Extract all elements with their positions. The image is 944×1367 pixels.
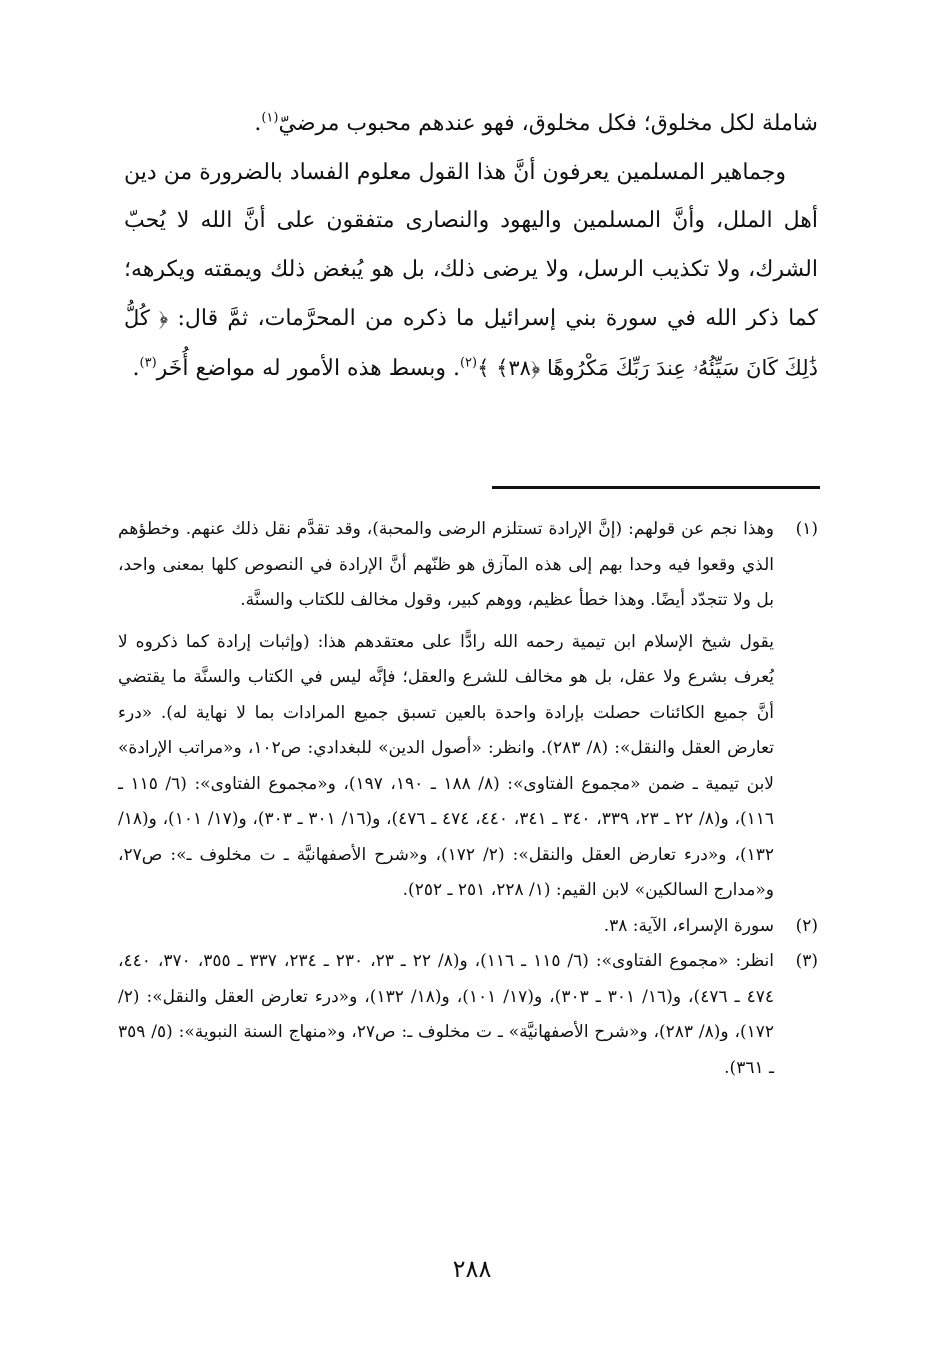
footnote-separator: [492, 486, 820, 489]
footnote-1: [118, 512, 818, 619]
quran-verse: ﴿ كُلُّ ذَٰلِكَ كَانَ سَيِّئُهُۥ عِندَ رَبِّكَ مَكْرُوهًا ﴿٣٨﴾ ﴾: [124, 306, 818, 380]
paragraph-2: [124, 149, 818, 394]
paragraph-2-text-b: . وبسط هذه الأمور له مواضع أُخَر: [156, 355, 460, 381]
main-text: [124, 100, 818, 393]
footnote-2-body: سورة الإسراء، الآية: ٣٨.: [603, 915, 774, 936]
footnote-1-paragraph-1: وهذا نجم عن قولهم: (إنَّ الإرادة تستلزم الرضى والمحبة)، وقد تقدَّم نقل ذلك عنهم. وخطؤهم الذي وقعوا فيه وحدا بهم إلى هذه المآزق هو ظنّهم أنَّ الإرادة في النصوص كلها بمعنى واحد، بل ولا تتجدّد أيضًا. وهذا خطأ عظيم، ووهم كبير، وقول مخالف للكتاب والسنَّة.: [118, 519, 774, 610]
footnotes: [118, 512, 818, 1086]
paragraph-1: [124, 100, 818, 149]
page-number: ٢٨٨: [452, 1255, 492, 1283]
footnote-1-number: (١): [795, 519, 818, 539]
footnote-3: [118, 944, 818, 1086]
footnote-2: [118, 909, 818, 945]
footnote-1-body: [118, 512, 774, 619]
paragraph-2-end: .: [132, 355, 140, 381]
footnote-3-number: (٣): [795, 951, 818, 971]
footnote-3-body: انظر: «مجموع الفتاوى»: (٦/ ١١٥ ـ ١١٦)، و(٨/ ٢٢ ـ ٢٣، ٢٣٠ ـ ٢٣٤، ٣٣٧ ـ ٣٥٥، ٣٧٠، ٤٤٠، ٤٧٤ ـ ٤٧٦)، و(١٦/ ٣٠١ ـ ٣٠٣)، و(١٧/ ١٠١)، و(١٨/ ١٣٢)، و«درء تعارض العقل والنقل»: (٢/ ١٧٢)، و(٨/ ٢٨٣)، و«شرح الأصفهانيَّة» ـ ت مخلوف ـ: ص٢٧، و«منهاج السنة النبوية»: (٥/ ٣٥٩ ـ ٣٦١).: [118, 951, 775, 1078]
paragraph-1-text: شاملة لكل مخلوق؛ فكل مخلوق، فهو عندهم محبوب مرضيّ: [278, 111, 818, 136]
paragraph-1-end: .: [254, 111, 262, 136]
footnote-1-paragraph-2: يقول شيخ الإسلام ابن تيمية رحمه الله رادًّا على معتقدهم هذا: (وإثبات إرادة كما ذكروه لا يُعرف بشرع ولا عقل، بل هو مخالف للشرع والعقل؛ فإنَّه ليس في الكتاب والسنَّة ما يقتضي أنَّ جميع الكائنات حصلت بإرادة واحدة بالعين تسبق جميع المرادات بما لا نهاية له). «درء تعارض العقل والنقل»: (٨/ ٢٨٣). وانظر: «أصول الدين» للبغدادي: ص١٠٢، و«مراتب الإرادة» لابن تيمية ـ ضمن «مجموع الفتاوى»: (٨/ ١٨٨ ـ ١٩٠، ١٩٧)، و«مجموع الفتاوى»: (٦/ ١١٥ ـ ١١٦)، و(٨/ ٢٢ ـ ٢٣، ٣٣٩، ٣٤٠ ـ ٣٤١، ٤٤٠، ٤٧٤ ـ ٤٧٦)، و(١٦/ ٣٠١ ـ ٣٠٣)، و(١٧/ ١٠١)، و(١٨/ ١٣٢)، و«درء تعارض العقل والنقل»: (٢/ ١٧٢)، و«شرح الأصفهانيَّة ـ ت مخلوف ـ»: ص٢٧، و«مدارج السالكين» لابن القيم: (١/ ٢٢٨، ٢٥١ ـ ٢٥٢).: [118, 631, 775, 900]
footnote-2-number: (٢): [795, 915, 818, 936]
footnote-ref-1: (١): [261, 110, 279, 126]
paragraph-2-text-a: وجماهير المسلمين يعرفون أنَّ هذا القول معلوم الفساد بالضرورة من دين أهل الملل، وأنَّ المسلمين واليهود والنصارى متفقون على أنَّ الله لا يُحبّ الشرك، ولا تكذيب الرسل، ولا يرضى ذلك، بل هو يُبغض ذلك ويمقته ويكرهه؛ كما ذكر الله في سورة بني إسرائيل ما ذكره من المحرَّمات، ثمَّ قال:: [124, 159, 818, 331]
footnote-ref-3: (٣): [139, 355, 157, 371]
footnote-ref-2: (٢): [459, 355, 478, 371]
